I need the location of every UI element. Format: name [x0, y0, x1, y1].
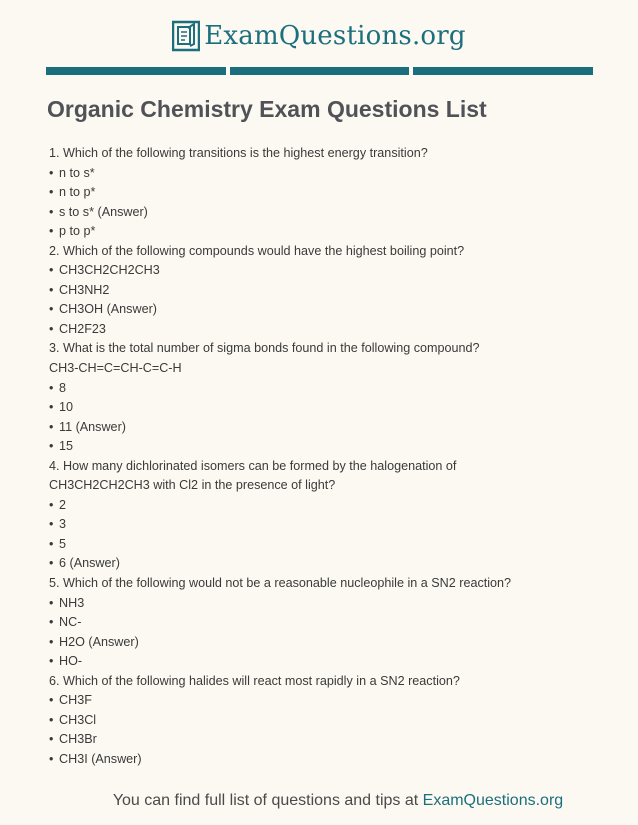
- answer-option: [49, 320, 594, 340]
- answer-option: [49, 652, 594, 672]
- answer-option: [49, 437, 594, 457]
- divider-bar: [413, 67, 593, 75]
- bullet-icon: •: [49, 595, 54, 610]
- answer-option: [49, 398, 594, 418]
- site-logo[interactable]: [172, 20, 465, 52]
- bullet-icon: •: [49, 556, 54, 571]
- answer-option: [49, 750, 594, 770]
- bullet-icon: •: [49, 615, 54, 630]
- answer-option: [49, 164, 594, 184]
- option-text: 11 (Answer): [59, 419, 126, 434]
- answer-option: [49, 515, 594, 535]
- question-text: 3. What is the total number of sigma bonds found in the following compound?: [49, 341, 480, 356]
- question-text: 2. Which of the following compounds would have the highest boiling point?: [49, 243, 465, 258]
- option-text: 15: [59, 439, 74, 454]
- answer-option: [49, 300, 594, 320]
- option-text: CH3I (Answer): [59, 751, 142, 766]
- answer-option: [49, 222, 594, 242]
- bullet-icon: •: [49, 302, 54, 317]
- bullet-icon: •: [49, 536, 54, 551]
- question-text: 5. Which of the following would not be a reasonable nucleophile in a SN2 reaction?: [49, 576, 512, 591]
- answer-option: [49, 633, 594, 653]
- question-block: [49, 242, 594, 340]
- question-text: 6. Which of the following halides will react most rapidly in a SN2 reaction?: [49, 673, 460, 688]
- answer-option: [49, 418, 594, 438]
- option-text: H2O (Answer): [59, 634, 139, 649]
- bullet-icon: •: [49, 263, 54, 278]
- option-text: 8: [59, 380, 67, 395]
- question-block: [49, 144, 594, 242]
- question-text: CH3CH2CH2CH3 with Cl2 in the presence of light?: [49, 478, 336, 493]
- bullet-icon: •: [49, 165, 54, 180]
- question-text: 4. How many dichlorinated isomers can be formed by the halogenation of: [49, 458, 457, 473]
- bullet-icon: •: [49, 497, 54, 512]
- bullet-icon: •: [49, 732, 54, 747]
- footer-link[interactable]: ExamQuestions.org: [422, 792, 564, 809]
- bullet-icon: •: [49, 634, 54, 649]
- question-text: 1. Which of the following transitions is the highest energy transition?: [49, 146, 428, 160]
- page-title: Organic Chemistry Exam Questions List: [47, 96, 487, 122]
- brand-name: ExamQuestions.org: [204, 21, 466, 51]
- answer-option: [49, 379, 594, 399]
- option-text: p to p*: [59, 224, 96, 239]
- bullet-icon: •: [49, 693, 54, 708]
- bullet-icon: •: [49, 204, 54, 219]
- option-text: NH3: [59, 595, 85, 610]
- answer-option: [49, 594, 594, 614]
- option-text: 3: [59, 517, 67, 532]
- question-block: [49, 672, 594, 770]
- option-text: 10: [59, 400, 74, 415]
- answer-option: [49, 711, 594, 731]
- answer-option: [49, 496, 594, 516]
- question-block: [49, 339, 594, 456]
- option-text: 6 (Answer): [59, 556, 120, 571]
- answer-option: [49, 730, 594, 750]
- bullet-icon: •: [49, 517, 54, 532]
- divider-bar: [230, 67, 410, 75]
- bullet-icon: •: [49, 400, 54, 415]
- option-text: n to p*: [59, 185, 96, 200]
- bullet-icon: •: [49, 654, 54, 669]
- answer-option: [49, 613, 594, 633]
- bullet-icon: •: [49, 751, 54, 766]
- option-text: s to s* (Answer): [59, 204, 148, 219]
- option-text: 2: [59, 497, 67, 512]
- question-block: [49, 457, 594, 574]
- answer-option: [49, 183, 594, 203]
- answer-option: [49, 691, 594, 711]
- answer-option: [49, 554, 594, 574]
- option-text: CH2F23: [59, 321, 106, 336]
- bullet-icon: •: [49, 419, 54, 434]
- option-text: 5: [59, 536, 67, 551]
- bullet-icon: •: [49, 380, 54, 395]
- answer-option: [49, 535, 594, 555]
- option-text: CH3Cl: [59, 712, 97, 727]
- option-text: CH3NH2: [59, 282, 110, 297]
- answer-option: [49, 203, 594, 223]
- bullet-icon: •: [49, 282, 54, 297]
- option-text: CH3CH2CH2CH3: [59, 263, 160, 278]
- header-divider: [46, 67, 593, 75]
- question-text: CH3-CH=C=CH-C=C-H: [49, 361, 182, 376]
- question-block: [49, 574, 594, 672]
- answer-option: [49, 261, 594, 281]
- question-list: [49, 144, 594, 770]
- option-text: CH3F: [59, 693, 92, 708]
- footer-text: You can find full list of questions and tips at: [112, 792, 423, 809]
- option-text: NC-: [59, 615, 82, 630]
- option-text: CH3Br: [59, 732, 97, 747]
- site-header: [0, 14, 638, 58]
- divider-bar: [46, 67, 226, 75]
- exam-paper-logo-icon: [172, 20, 200, 52]
- bullet-icon: •: [49, 224, 54, 239]
- footer: [0, 792, 638, 810]
- option-text: HO-: [59, 654, 83, 669]
- option-text: n to s*: [59, 165, 95, 180]
- bullet-icon: •: [49, 439, 54, 454]
- option-text: CH3OH (Answer): [59, 302, 157, 317]
- bullet-icon: •: [49, 712, 54, 727]
- bullet-icon: •: [49, 185, 54, 200]
- answer-option: [49, 281, 594, 301]
- bullet-icon: •: [49, 321, 54, 336]
